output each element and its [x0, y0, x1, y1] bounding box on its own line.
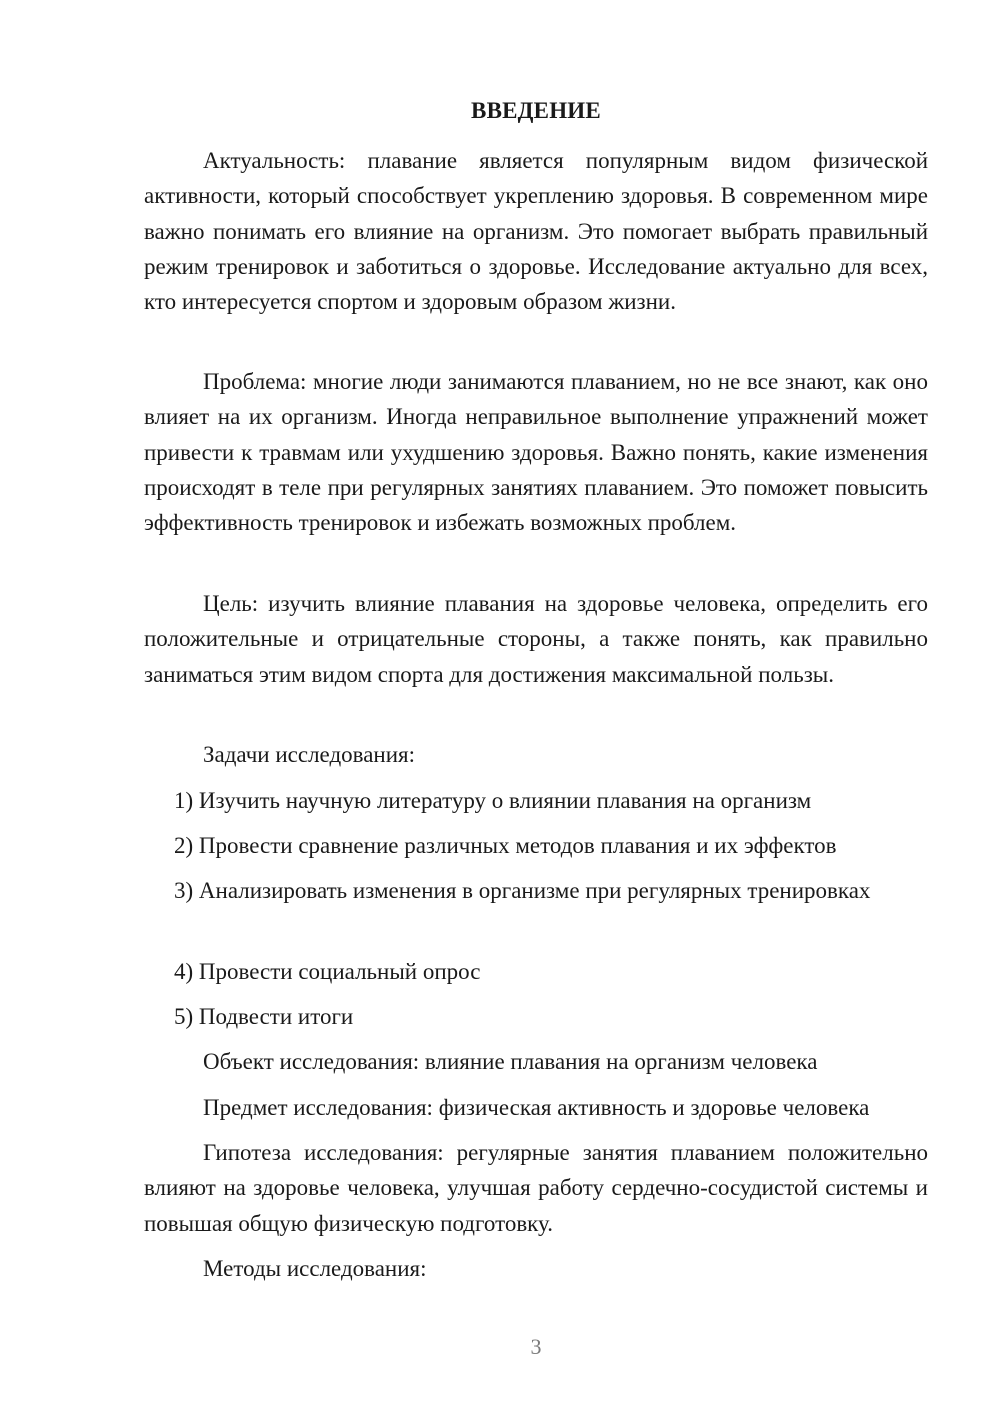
tasks-title: Задачи исследования: — [203, 742, 416, 767]
task-item: 4) Провести социальный опрос — [174, 959, 481, 984]
task-item: 5) Подвести итоги — [174, 1004, 354, 1029]
page-number: 3 — [530, 1334, 542, 1359]
paragraph-problem: Проблема: многие люди занимаются плаванием, но не все знают, как оно влияет на их организм. Иногда неправильное выполнение упражнений может привести к травмам или ухудшению здоровья. Важно понять, какие изменения происходят в теле при регулярных занятиях плаванием. Это поможет повысить эффективность тренировок и избежать возможных проблем. — [144, 369, 928, 536]
research-hypothesis: Гипотеза исследования: регулярные занятия плаванием положительно влияют на здоровье человека, улучшая работу сердечно-сосудистой системы и повышая общую физическую подготовку. — [144, 1140, 928, 1236]
research-subject: Предмет исследования: физическая активность и здоровье человека — [203, 1095, 870, 1120]
task-item: 1) Изучить научную литературу о влиянии плавания на организм — [174, 788, 812, 813]
section-heading: ВВЕДЕНИЕ — [471, 98, 601, 123]
methods-title: Методы исследования: — [203, 1256, 427, 1281]
task-item: 2) Провести сравнение различных методов плавания и их эффектов — [174, 833, 837, 858]
paragraph-relevance: Актуальность: плавание является популярным видом физической активности, который способствует укреплению здоровья. В современном мире важно понимать его влияние на организм. Это помогает выбрать правильный режим тренировок и заботиться о здоровье. Исследование актуально для всех, кто интересуется спортом и здоровым образом жизни. — [144, 148, 928, 315]
task-item: 3) Анализировать изменения в организме при регулярных тренировках — [174, 878, 871, 903]
research-object: Объект исследования: влияние плавания на организм человека — [203, 1049, 818, 1074]
paragraph-goal: Цель: изучить влияние плавания на здоровье человека, определить его положительные и отрицательные стороны, а также понять, как правильно заниматься этим видом спорта для достижения максимальной пользы. — [144, 591, 928, 687]
